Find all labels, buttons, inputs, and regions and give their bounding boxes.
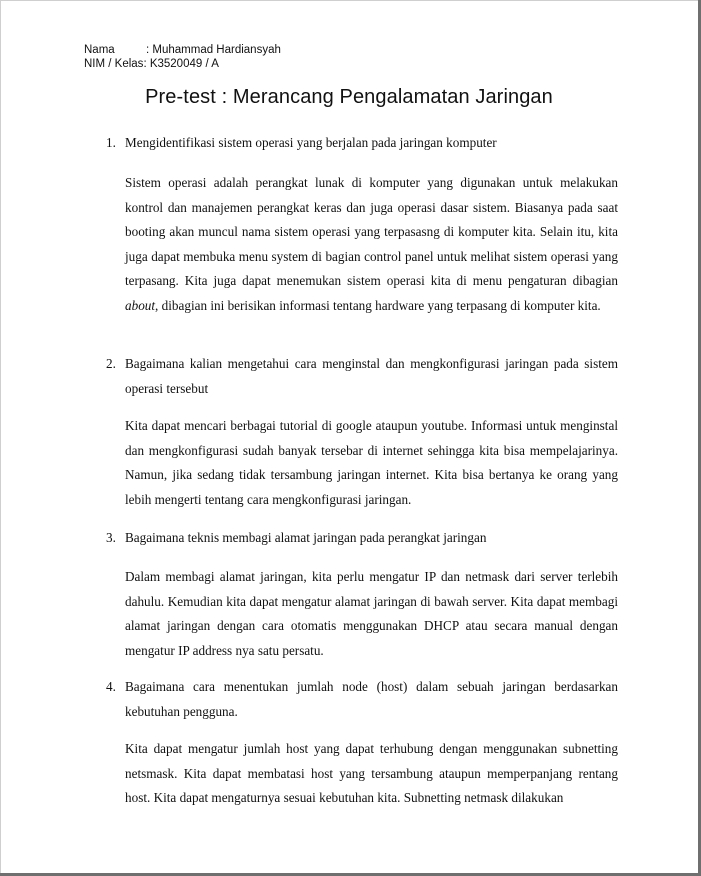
question-text: Mengidentifikasi sistem operasi yang berjalan pada jaringan komputer (125, 135, 497, 150)
nim-label: NIM / Kelas (84, 58, 144, 70)
question-text: Bagaimana kalian mengetahui cara menginstal dan mengkonfigurasi jaringan pada sistem operasi tersebut (125, 356, 618, 396)
question-number: 3. (106, 530, 116, 545)
question-text: Bagaimana teknis membagi alamat jaringan pada perangkat jaringan (125, 530, 487, 545)
answer-2: Kita dapat mencari berbagai tutorial di google ataupun youtube. Informasi untuk menginstal dan mengkonfigurasi sudah banyak tersebar di internet sehingga kita bisa mempelajarinya. Namun, jika sedang tidak tersambung jaringan internet. Kita bisa bertanya ke orang yang lebih mengerti tentang cara mengkonfigurasi jaringan. (125, 418, 618, 507)
student-header (84, 43, 281, 71)
answer-4: Kita dapat mengatur jumlah host yang dapat terhubung dengan menggunakan subnetting netsmask. Kita dapat membatasi host yang tersambung ataupun memperpanjang rentang host. Kita dapat mengaturnya sesuai kebutuhan kita. Subnetting netmask dilakukan (125, 741, 618, 805)
question-number: 1. (106, 135, 116, 150)
answer-emphasis: about (125, 297, 156, 313)
question-number: 2. (106, 356, 116, 371)
document-title: Pre-test : Merancang Pengalamatan Jaringan (145, 86, 553, 108)
nim-value: : K3520049 / A (143, 58, 219, 70)
name-row (84, 43, 281, 57)
question-3 (106, 526, 618, 551)
answer-text-part: Sistem operasi adalah perangkat lunak di komputer yang digunakan untuk melakukan kontrol dan manajemen perangkat keras dan juga operasi dasar sistem. Biasanya pada saat booting akan muncul nama sistem operasi yang terpasasng di komputer kita. Selain itu, kita juga dapat membuka menu system di bagian control panel untuk melihat sistem operasi yang terpasang. Kita juga dapat menemukan sistem operasi kita di menu pengaturan dibagian (125, 175, 618, 288)
nim-row (84, 57, 281, 71)
question-text: Bagaimana cara menentukan jumlah node (host) dalam sebuah jaringan berdasarkan kebutuhan pengguna. (125, 679, 618, 719)
name-label: Nama (84, 44, 115, 56)
question-1 (106, 131, 618, 156)
answer-3: Dalam membagi alamat jaringan, kita perlu mengatur IP dan netmask dari server terlebih dahulu. Kemudian kita dapat mengatur alamat jaringan di bawah server. Kita dapat membagi alamat jaringan dengan cara otomatis menggunakan DHCP atau secara manual dengan mengatur IP address nya satu persatu. (125, 569, 618, 658)
question-number: 4. (106, 679, 116, 694)
answer-1 (125, 171, 618, 318)
question-4 (106, 675, 618, 724)
answer-text-part: , dibagian ini berisikan informasi tentang hardware yang terpasang di komputer kita. (155, 297, 601, 313)
question-2 (106, 352, 618, 401)
name-value: : Muhammad Hardiansyah (146, 44, 281, 56)
